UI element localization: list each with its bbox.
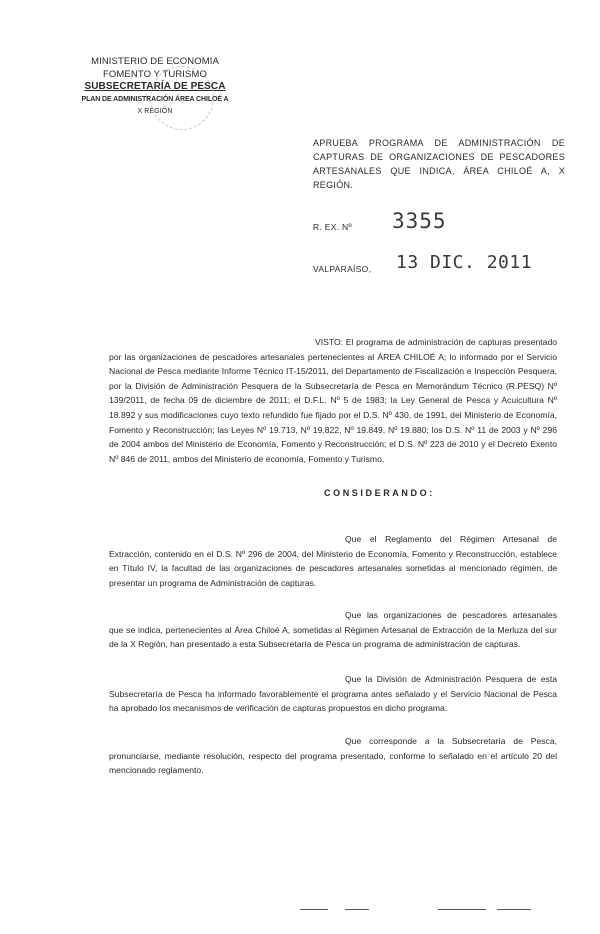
footer-rule (438, 909, 486, 910)
footer-rule (300, 909, 328, 910)
letterhead-region: X REGIÓN (137, 108, 173, 115)
visto-paragraph: VISTO: El programa de administración de capturas presentado por las organizaciones de pescadores artesanales pertenecientes al ÁREA CHILOÉ A; lo informado por el Servicio Nacional de Pesca mediante Informe Técnico IT-15/2011, del Departamento de Fiscalización e Inspección Pesquera, por la División de Administración Pesquera de la Subsecretaría de Pesca en Memorándum Técnico (R.PESQ) Nº 139/2011, de fecha 09 de diciembre de 2011; el D.F.L. Nº 5 de 1983; la Ley General de Pesca y Acuicultura Nº 18.892 y sus modificaciones cuyo texto refundido fue fijado por el D.S. Nº 430, de 1991, del Ministerio de Economía, Fomento y Reconstrucción; las Leyes Nº 19.713, Nº 19.822, Nº 19.849, Nº 19.880; los D.S. Nº 11 de 2003 y Nº 296 de 2004 ambos del Ministerio de Economía, Fomento y Reconstrucción; el D.S. Nº 223 de 2010 y el Decreto Exento Nº 846 de 2011, ambos del Ministerio de economía, Fomento y Turismo. (109, 337, 557, 464)
considerando-heading: CONSIDERANDO: (324, 488, 435, 498)
resolution-label: R. EX. Nº (313, 222, 352, 232)
footer-rule (345, 909, 369, 910)
resolution-number: 3355 (392, 209, 447, 233)
letterhead-subsecretaria: SUBSECRETARÍA DE PESCA (84, 81, 226, 92)
footer-rule (497, 909, 531, 910)
reference-line-2: CAPTURAS DE ORGANIZACIONES DE PESCADORES (313, 152, 565, 162)
letterhead-ministry-2: FOMENTO Y TURISMO (103, 68, 207, 80)
reference-line-3: ARTESANALES QUE INDICA, ÁREA CHILOÉ A, X REGIÓN. (313, 166, 565, 190)
considerando-paragraph-3: Que la División de Administración Pesquera de esta Subsecretaría de Pesca ha informado favorablemente el programa antes señalado y el Servicio Nacional de Pesca ha aprobado los mecanismos de verificación de capturas propuestos en dicho programa. (109, 674, 557, 714)
reference-block (313, 136, 565, 192)
letterhead-ministry: MINISTERIO DE ECONOMIA (91, 56, 219, 67)
considerando-paragraph-1: Que el Reglamento del Régimen Artesanal de Extracción, contenido en el D.S. Nº 296 de 2004, del Ministerio de Economía, Fomento y Reconstrucción, establece en Título IV, la facultad de las organizaciones de pescadores artesanales sometidas al mencionado régimen, de presentar un programa de Administración de capturas. (109, 534, 557, 588)
seal-stamp-icon (150, 66, 214, 130)
considerando-paragraph-4: Que corresponde a la Subsecretaría de Pesca, pronunciarse, mediante resolución, respecto del programa presentado, conforme lo señalado en el artículo 20 del mencionado reglamento. (109, 736, 557, 776)
considerando-paragraph-2: Que las organizaciones de pescadores artesanales que se indica, pertenecientes al Área Chiloé A, sometidas al Régimen Artesanal de Extracción de la Merluza del sur de la X Región, han presentado a esta Subsecretaría de Pesca un programa de administración de capturas. (109, 610, 557, 650)
resolution-place: VALPARAÍSO, (313, 264, 372, 274)
resolution-date: 13 DIC. 2011 (396, 252, 533, 273)
letterhead-plan: PLAN DE ADMINISTRACIÓN ÁREA CHILOÉ A (81, 95, 229, 103)
reference-line-1: APRUEBA PROGRAMA DE ADMINISTRACIÓN DE (313, 138, 565, 148)
